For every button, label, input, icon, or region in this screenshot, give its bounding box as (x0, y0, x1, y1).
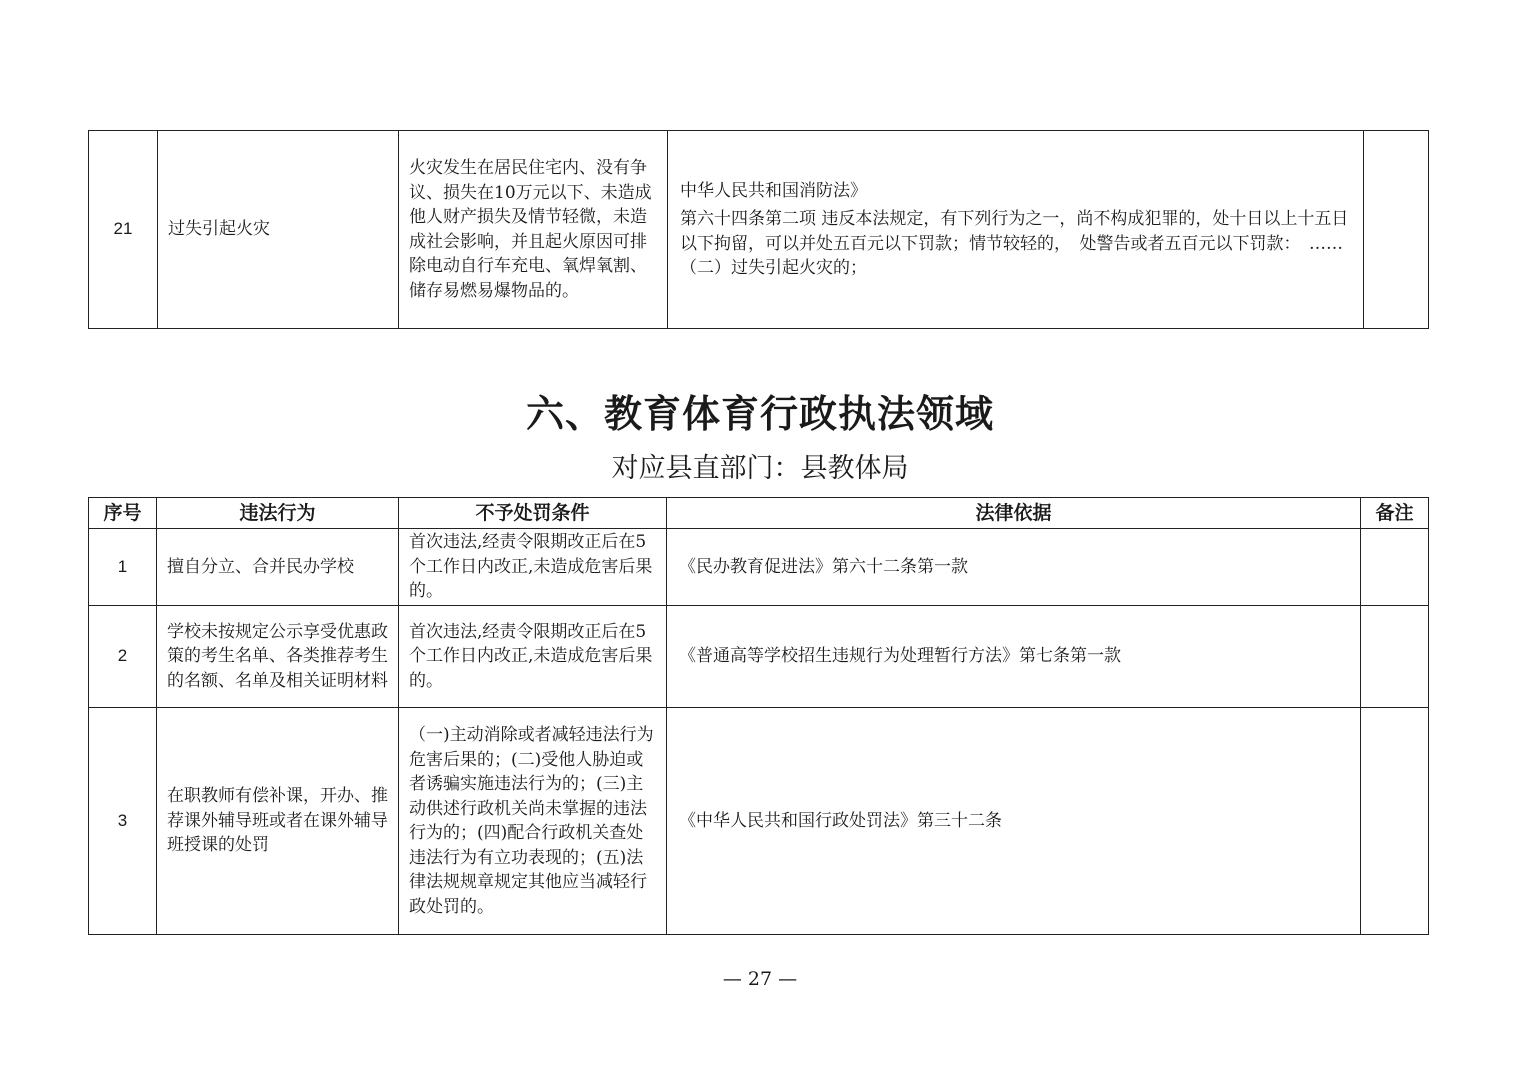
table-row (89, 708, 1429, 935)
legal-basis-article: 第六十四条第二项 违反本法规定，有下列行为之一，尚不构成犯罪的，处十日以上十五日以下拘留，可以并处五百元以下罚款；情节较轻的， 处警告或者五百元以下罚款： ……（二）过失引起火灾的； (680, 209, 1349, 278)
violation-cell: 过失引起火灾 (158, 131, 399, 329)
condition-cell: 火灾发生在居民住宅内、没有争议、损失在10万元以下、未造成他人财产损失及情节轻微，未造成社会影响，并且起火原因可排除电动自行车充电、氧焊氧割、储存易燃易爆物品的。 (399, 131, 668, 329)
violation-cell: 学校未按规定公示享受优惠政策的考生名单、各类推荐考生的名额、名单及相关证明材料 (157, 606, 399, 708)
section-title: 六、教育体育行政执法领域 (525, 392, 994, 436)
violation-cell: 在职教师有偿补课，开办、推荐课外辅导班或者在课外辅导班授课的处罚 (157, 708, 399, 935)
note-cell (1361, 606, 1429, 708)
row-number: 3 (89, 708, 157, 935)
continued-table (88, 130, 1429, 329)
legal-basis-law-name: 中华人民共和国消防法》 (680, 180, 867, 201)
note-cell (1361, 529, 1429, 606)
condition-cell: 首次违法,经责令限期改正后在5个工作日内改正,未造成危害后果的。 (399, 606, 667, 708)
legal-basis-cell: 《普通高等学校招生违规行为处理暂行方法》第七条第一款 (667, 606, 1361, 708)
table-row (89, 131, 1429, 329)
note-cell (1361, 708, 1429, 935)
section-subtitle: 对应县直部门：县教体局 (611, 453, 909, 484)
legal-basis-cell: 《民办教育促进法》第六十二条第一款 (667, 529, 1361, 606)
legal-basis-cell (668, 131, 1364, 329)
row-number: 1 (89, 529, 157, 606)
header-violation: 违法行为 (157, 498, 399, 529)
violation-cell: 擅自分立、合并民办学校 (157, 529, 399, 606)
header-legal-basis: 法律依据 (667, 498, 1361, 529)
row-number: 21 (89, 131, 158, 329)
education-sports-table (88, 497, 1429, 935)
condition-cell: 首次违法,经责令限期改正后在5个工作日内改正,未造成危害后果的。 (399, 529, 667, 606)
table-row (89, 529, 1429, 606)
table-header-row (89, 498, 1429, 529)
header-number: 序号 (89, 498, 157, 529)
header-note: 备注 (1361, 498, 1429, 529)
page-number: — 27 — (722, 968, 798, 990)
legal-basis-cell: 《中华人民共和国行政处罚法》第三十二条 (667, 708, 1361, 935)
header-condition: 不予处罚条件 (399, 498, 667, 529)
condition-cell: （一)主动消除或者减轻违法行为危害后果的；(二)受他人胁迫或者诱骗实施违法行为的；(三)主动供述行政机关尚未掌握的违法行为的；(四)配合行政机关查处违法行为有立功表现的；(五)法律法规规章规定其他应当减轻行政处罚的。 (399, 708, 667, 935)
note-cell (1364, 131, 1429, 329)
row-number: 2 (89, 606, 157, 708)
table-row (89, 606, 1429, 708)
